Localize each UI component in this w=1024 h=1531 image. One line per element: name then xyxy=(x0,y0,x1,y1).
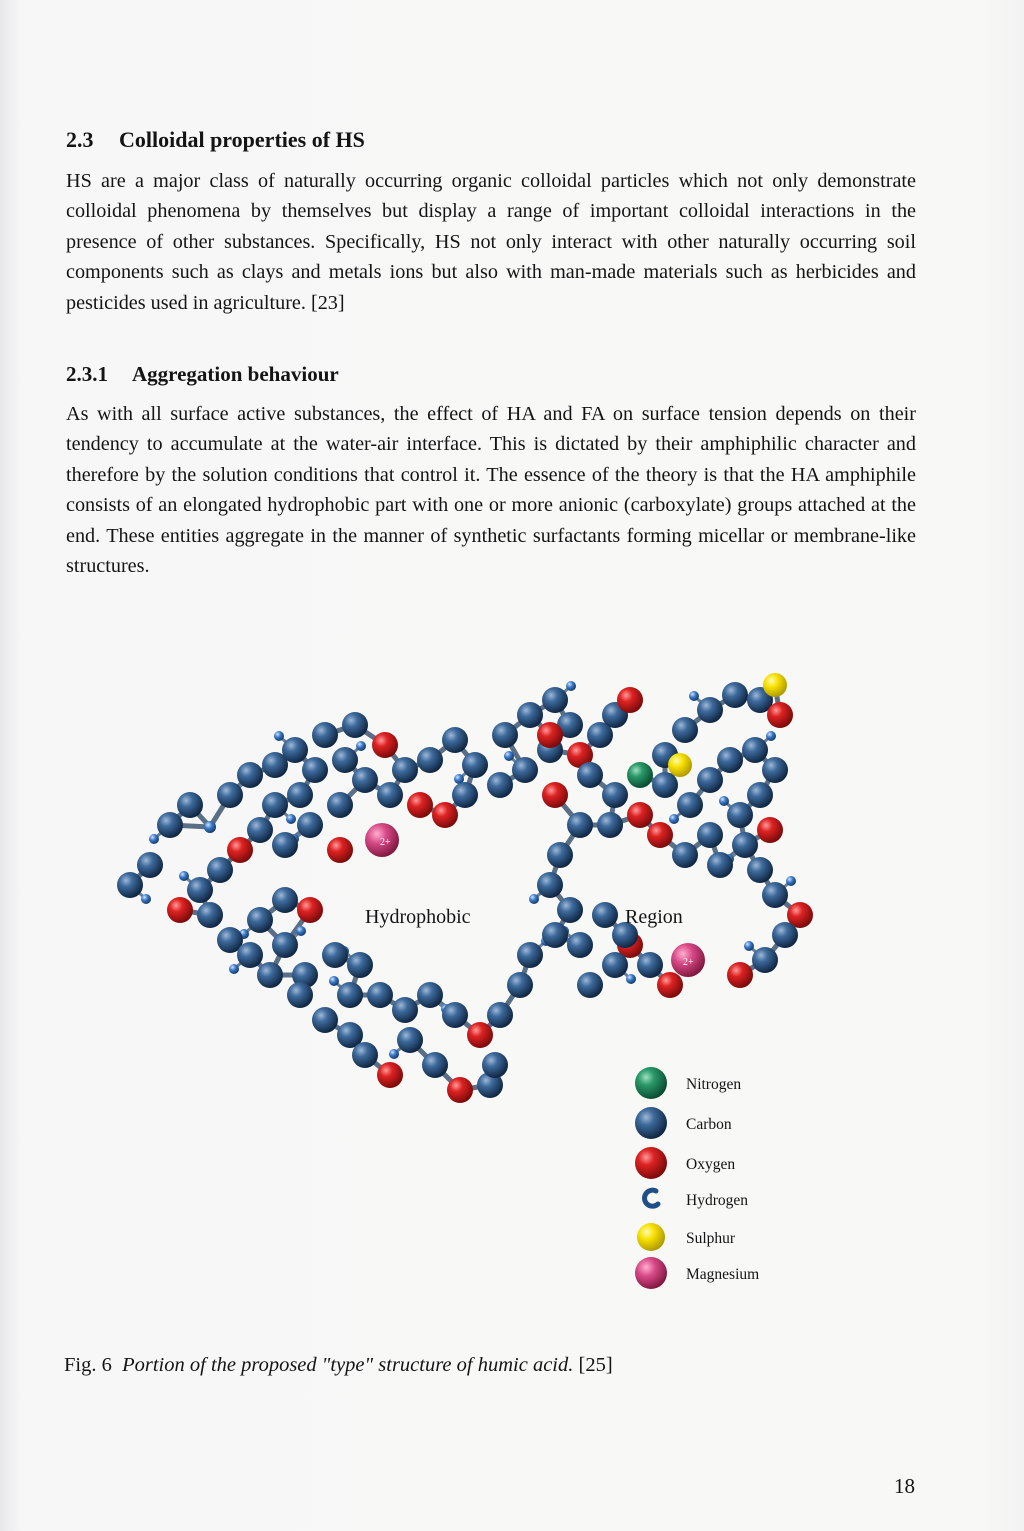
carbon-atom xyxy=(487,1002,513,1028)
carbon-atom-icon xyxy=(632,1106,672,1140)
sulphur-atom xyxy=(668,753,692,777)
carbon-atom xyxy=(672,842,698,868)
oxygen-atom xyxy=(617,687,643,713)
carbon-atom xyxy=(762,882,788,908)
carbon-atom xyxy=(312,1007,338,1033)
carbon-atom xyxy=(577,762,603,788)
carbon-atom xyxy=(347,952,373,978)
humic-acid-structure-figure xyxy=(110,655,850,1115)
hydrogen-atom xyxy=(566,681,576,691)
section-title: Colloidal properties of HS xyxy=(119,127,365,152)
subsection-heading xyxy=(66,362,339,387)
carbon-atom xyxy=(312,722,338,748)
subsection-paragraph: As with all surface active substances, the effect of HA and FA on surface tension depends on their tendency to accumulate at the water-air interface. This is dictated by their amphiphilic character and therefore by the solution conditions that control it. The essence of the theory is that the HA amphiphile consists of an elongated hydrophobic part with one or more anionic (carboxylate) groups attached at the end. These entities aggregate in the manner of synthetic surfactants forming micellar or membrane-like structures. xyxy=(66,403,916,578)
subsection-title: Aggregation behaviour xyxy=(132,362,339,386)
carbon-atom xyxy=(257,962,283,988)
section-paragraph: HS are a major class of naturally occurring organic colloidal particles which not only demonstrate colloidal phenomena by themselves but display a range of important colloidal interactions in the presence of other substances. Specifically, HS not only interact with other naturally occurring soil components such as clays and metals ions but also with man-made materials such as herbicides and pesticides used in agriculture. [23] xyxy=(66,170,916,314)
carbon-atom xyxy=(452,782,478,808)
carbon-atom xyxy=(237,942,263,968)
carbon-atom xyxy=(177,792,203,818)
oxygen-atom xyxy=(467,1022,493,1048)
carbon-atom xyxy=(762,757,788,783)
carbon-atom xyxy=(397,1027,423,1053)
carbon-atom xyxy=(697,822,723,848)
carbon-atom xyxy=(367,982,393,1008)
carbon-atom xyxy=(262,792,288,818)
oxygen-atom xyxy=(227,837,253,863)
carbon-atom xyxy=(272,887,298,913)
legend-label: Oxygen xyxy=(686,1156,736,1173)
oxygen-atom xyxy=(537,722,563,748)
carbon-atom xyxy=(282,737,308,763)
legend-item-nitrogen xyxy=(632,1066,852,1100)
carbon-atom xyxy=(157,812,183,838)
hydrogen-atom xyxy=(141,894,151,904)
legend-item-oxygen xyxy=(632,1146,852,1180)
page-number: 18 xyxy=(894,1474,915,1498)
carbon-atom xyxy=(197,902,223,928)
oxygen-atom xyxy=(327,837,353,863)
carbon-atom xyxy=(537,872,563,898)
oxygen-atom xyxy=(377,1062,403,1088)
carbon-atom xyxy=(567,932,593,958)
oxygen-atom xyxy=(372,732,398,758)
carbon-atom xyxy=(672,717,698,743)
sulphur-atom xyxy=(763,673,787,697)
carbon-atom xyxy=(217,782,243,808)
carbon-atom xyxy=(352,1042,378,1068)
carbon-atom xyxy=(287,782,313,808)
carbon-atom xyxy=(342,712,368,738)
carbon-atom xyxy=(722,682,748,708)
oxygen-atom xyxy=(407,792,433,818)
carbon-atom xyxy=(742,737,768,763)
carbon-atom xyxy=(517,702,543,728)
carbon-atom xyxy=(247,907,273,933)
carbon-atom xyxy=(137,852,163,878)
carbon-atom xyxy=(577,972,603,998)
nitrogen-atom-icon xyxy=(632,1066,672,1100)
legend-label: Carbon xyxy=(686,1116,732,1133)
legend-item-magnesium xyxy=(632,1256,852,1290)
carbon-atom xyxy=(512,757,538,783)
carbon-atom xyxy=(287,982,313,1008)
carbon-atom xyxy=(637,952,663,978)
legend-item-sulphur xyxy=(632,1220,852,1254)
ion-charge-left: 2+ xyxy=(380,837,391,848)
carbon-atom xyxy=(567,812,593,838)
hydrogen-atom xyxy=(149,834,159,844)
hydrogen-atom xyxy=(286,814,296,824)
carbon-atom xyxy=(747,857,773,883)
carbon-atom xyxy=(507,972,533,998)
carbon-atom xyxy=(752,947,778,973)
carbon-atom xyxy=(422,1052,448,1078)
carbon-atom xyxy=(487,772,513,798)
carbon-atom xyxy=(392,997,418,1023)
hydrogen-atom xyxy=(669,814,679,824)
carbon-atom xyxy=(547,842,573,868)
hydrogen-atom xyxy=(329,976,339,986)
carbon-atom xyxy=(732,832,758,858)
carbon-atom xyxy=(697,697,723,723)
carbon-atom xyxy=(772,922,798,948)
carbon-atom xyxy=(417,747,443,773)
section-number: 2.3 xyxy=(66,127,94,152)
carbon-atom xyxy=(302,757,328,783)
carbon-atom xyxy=(557,897,583,923)
legend-label: Nitrogen xyxy=(686,1076,742,1093)
hydrophobic-label: Hydrophobic xyxy=(365,906,471,928)
carbon-atom xyxy=(442,727,468,753)
hydrogen-atom xyxy=(626,974,636,984)
molecule-diagram xyxy=(110,655,850,1115)
oxygen-atom-icon xyxy=(632,1146,672,1180)
carbon-atom xyxy=(707,852,733,878)
carbon-atom xyxy=(272,832,298,858)
carbon-atom xyxy=(597,812,623,838)
oxygen-atom xyxy=(767,702,793,728)
hydrogen-atom xyxy=(389,1049,399,1059)
oxygen-atom xyxy=(627,802,653,828)
oxygen-atom xyxy=(727,962,753,988)
carbon-atom xyxy=(297,812,323,838)
oxygen-atom xyxy=(167,897,193,923)
carbon-atom xyxy=(492,722,518,748)
ion-charge-right: 2+ xyxy=(683,957,694,968)
hydrogen-atom xyxy=(766,731,776,741)
carbon-atom xyxy=(542,687,568,713)
hydrogen-atom xyxy=(744,941,754,951)
oxygen-atom xyxy=(297,897,323,923)
carbon-atom xyxy=(482,1052,508,1078)
hydrogen-atom xyxy=(204,821,216,833)
carbon-atom xyxy=(677,792,703,818)
oxygen-atom xyxy=(542,782,568,808)
carbon-atom xyxy=(237,762,263,788)
nitrogen-atom xyxy=(627,762,653,788)
carbon-atom xyxy=(327,792,353,818)
region-label: Region xyxy=(625,906,683,928)
legend-label: Sulphur xyxy=(686,1230,736,1247)
oxygen-atom xyxy=(432,802,458,828)
hydrogen-atom xyxy=(719,796,729,806)
carbon-atom xyxy=(602,952,628,978)
carbon-atom xyxy=(332,747,358,773)
hydrogen-atom xyxy=(274,731,284,741)
legend-label: Magnesium xyxy=(686,1266,760,1283)
oxygen-atom xyxy=(447,1077,473,1103)
carbon-atom xyxy=(352,767,378,793)
carbon-atom xyxy=(592,902,618,928)
legend-label: Hydrogen xyxy=(686,1192,748,1209)
carbon-atom xyxy=(517,942,543,968)
section-heading xyxy=(66,127,365,153)
carbon-atom xyxy=(717,747,743,773)
figure-caption xyxy=(64,1354,613,1377)
legend-item-hydrogen xyxy=(632,1182,852,1216)
carbon-atom xyxy=(117,872,143,898)
sulphur-atom-icon xyxy=(632,1220,672,1254)
carbon-atom xyxy=(337,982,363,1008)
hydrogen-atom xyxy=(356,741,366,751)
hydrogen-atom xyxy=(179,871,189,881)
carbon-atom xyxy=(207,857,233,883)
carbon-atom xyxy=(377,782,403,808)
hydrogen-atom xyxy=(504,751,514,761)
caption-ref: [25] xyxy=(578,1354,613,1376)
carbon-atom xyxy=(602,782,628,808)
subsection-number: 2.3.1 xyxy=(66,362,108,386)
carbon-atom xyxy=(462,752,488,778)
hydrogen-atom-icon xyxy=(632,1182,672,1216)
hydrogen-atom xyxy=(786,876,796,886)
carbon-atom xyxy=(442,1002,468,1028)
oxygen-atom xyxy=(657,972,683,998)
carbon-atom xyxy=(417,982,443,1008)
carbon-atom xyxy=(187,877,213,903)
carbon-atom xyxy=(322,942,348,968)
carbon-atom xyxy=(542,922,568,948)
molecule-atoms xyxy=(117,673,813,1103)
carbon-atom xyxy=(747,782,773,808)
oxygen-atom xyxy=(647,822,673,848)
carbon-atom xyxy=(697,767,723,793)
hydrogen-atom xyxy=(296,926,306,936)
caption-text: Portion of the proposed "type" structure of humic acid. xyxy=(122,1354,574,1376)
carbon-atom xyxy=(727,802,753,828)
magnesium-atom-icon xyxy=(632,1256,672,1290)
legend-item-carbon xyxy=(632,1106,852,1140)
carbon-atom xyxy=(392,757,418,783)
oxygen-atom xyxy=(757,817,783,843)
carbon-atom xyxy=(652,772,678,798)
hydrogen-atom xyxy=(229,964,239,974)
hydrogen-atom xyxy=(529,894,539,904)
caption-prefix: Fig. 6 xyxy=(64,1354,112,1376)
carbon-atom xyxy=(247,817,273,843)
carbon-atom xyxy=(272,932,298,958)
hydrogen-atom xyxy=(689,691,699,701)
